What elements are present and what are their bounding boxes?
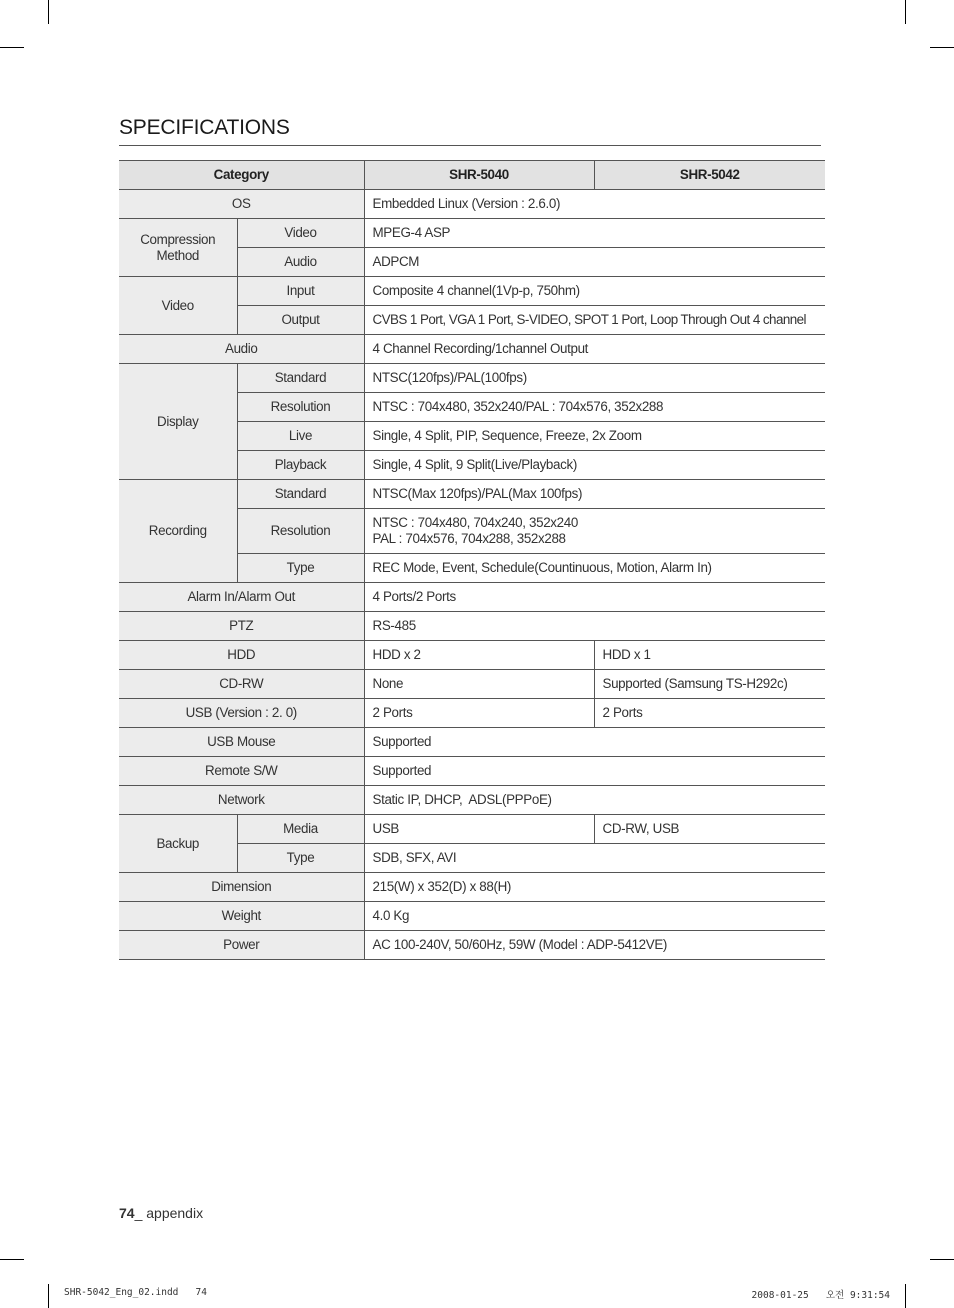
crop-mark [905,1284,906,1308]
table-row [119,190,825,219]
row-value-compression-audio: ADPCM [364,248,825,277]
group-label-recording: Recording [119,480,237,583]
group-label-compression: Compression Method [119,219,237,277]
row-value-backup-media-shr-5042: CD-RW, USB [594,815,825,844]
row-value-display-playback: Single, 4 Split, 9 Split(Live/Playback) [364,451,825,480]
row-value-weight: 4.0 Kg [364,902,825,931]
page-number: 74 [119,1205,135,1221]
row-value-compression-video: MPEG-4 ASP [364,219,825,248]
sub-label-display-playback: Playback [237,451,364,480]
row-value-hdd-shr-5040: HDD x 2 [364,641,594,670]
row-label-dimension: Dimension [119,873,364,902]
table-row [119,480,825,509]
row-value-alarm: 4 Ports/2 Ports [364,583,825,612]
row-value-usb-mouse: Supported [364,728,825,757]
print-slug-file: SHR-5042_Eng_02.indd 74 [64,1287,207,1298]
row-value-usb-shr-5042: 2 Ports [594,699,825,728]
table-row [119,219,825,248]
print-slug-date: 2008-01-25 오전 9:31:54 [751,1290,890,1301]
row-value-cdrw-shr-5042: Supported (Samsung TS-H292c) [594,670,825,699]
table-row [119,335,825,364]
row-value-backup-type: SDB, SFX, AVI [364,844,825,873]
row-label-os: OS [119,190,364,219]
group-label-display: Display [119,364,237,480]
sub-label-backup-type: Type [237,844,364,873]
table-row [119,873,825,902]
group-label-video: Video [119,277,237,335]
row-value-recording-standard: NTSC(Max 120fps)/PAL(Max 100fps) [364,480,825,509]
row-label-weight: Weight [119,902,364,931]
row-label-cdrw: CD-RW [119,670,364,699]
row-value-dimension: 215(W) x 352(D) x 88(H) [364,873,825,902]
row-value-video-output: CVBS 1 Port, VGA 1 Port, S-VIDEO, SPOT 1 Port, Loop Through Out 4 channel [364,306,825,335]
group-label-backup: Backup [119,815,237,873]
row-value-backup-media-shr-5040: USB [364,815,594,844]
crop-mark [48,0,49,24]
row-value-recording-resolution [364,509,825,554]
row-value-os: Embedded Linux (Version : 2.6.0) [364,190,825,219]
table-row [119,931,825,960]
sub-label-recording-resolution: Resolution [237,509,364,554]
row-value-display-standard: NTSC(120fps)/PAL(100fps) [364,364,825,393]
sub-label-video-output: Output [237,306,364,335]
row-label-ptz: PTZ [119,612,364,641]
row-value-hdd-shr-5042: HDD x 1 [594,641,825,670]
row-value-recording-type: REC Mode, Event, Schedule(Countinuous, Motion, Alarm In) [364,554,825,583]
row-label-hdd: HDD [119,641,364,670]
table-row [119,612,825,641]
table-row [119,641,825,670]
row-value-cdrw-shr-5040: None [364,670,594,699]
recording-resolution-pal: PAL : 704x576, 704x288, 352x288 [372,531,566,546]
table-header-row [119,161,825,190]
row-value-usb-shr-5040: 2 Ports [364,699,594,728]
row-value-ptz: RS-485 [364,612,825,641]
row-label-usb-mouse: USB Mouse [119,728,364,757]
table-row [119,699,825,728]
row-value-network: Static IP, DHCP, ADSL(PPPoE) [364,786,825,815]
title-divider [119,145,821,146]
sub-label-video-input: Input [237,277,364,306]
page-title: SPECIFICATIONS [119,116,290,139]
table-row [119,728,825,757]
row-value-video-input: Composite 4 channel(1Vp-p, 750hm) [364,277,825,306]
row-value-power: AC 100-240V, 50/60Hz, 59W (Model : ADP-5412VE) [364,931,825,960]
header-shr-5040: SHR-5040 [364,161,594,190]
table-row [119,786,825,815]
row-label-network: Network [119,786,364,815]
row-value-display-resolution: NTSC : 704x480, 352x240/PAL : 704x576, 352x288 [364,393,825,422]
crop-mark [930,47,954,48]
crop-mark [0,47,24,48]
table-row [119,902,825,931]
crop-mark [0,1259,24,1260]
sub-label-recording-type: Type [237,554,364,583]
table-row [119,757,825,786]
page-footer [119,1205,203,1221]
row-value-audio: 4 Channel Recording/1channel Output [364,335,825,364]
crop-mark [930,1259,954,1260]
table-row [119,815,825,844]
table-row [119,277,825,306]
row-label-audio: Audio [119,335,364,364]
sub-label-compression-audio: Audio [237,248,364,277]
header-category: Category [119,161,364,190]
sub-label-display-standard: Standard [237,364,364,393]
recording-resolution-ntsc: NTSC : 704x480, 704x240, 352x240 [372,515,578,530]
sub-label-backup-media: Media [237,815,364,844]
row-label-usb: USB (Version : 2. 0) [119,699,364,728]
table-row [119,670,825,699]
row-value-remote-sw: Supported [364,757,825,786]
specifications-table [119,160,825,960]
crop-mark [905,0,906,24]
crop-mark [48,1284,49,1308]
sub-label-display-live: Live [237,422,364,451]
row-label-remote-sw: Remote S/W [119,757,364,786]
table-row [119,364,825,393]
table-row [119,583,825,612]
sub-label-recording-standard: Standard [237,480,364,509]
sub-label-display-resolution: Resolution [237,393,364,422]
row-label-alarm: Alarm In/Alarm Out [119,583,364,612]
row-value-display-live: Single, 4 Split, PIP, Sequence, Freeze, 2x Zoom [364,422,825,451]
header-shr-5042: SHR-5042 [594,161,825,190]
footer-section: _ appendix [134,1205,204,1221]
row-label-power: Power [119,931,364,960]
sub-label-compression-video: Video [237,219,364,248]
